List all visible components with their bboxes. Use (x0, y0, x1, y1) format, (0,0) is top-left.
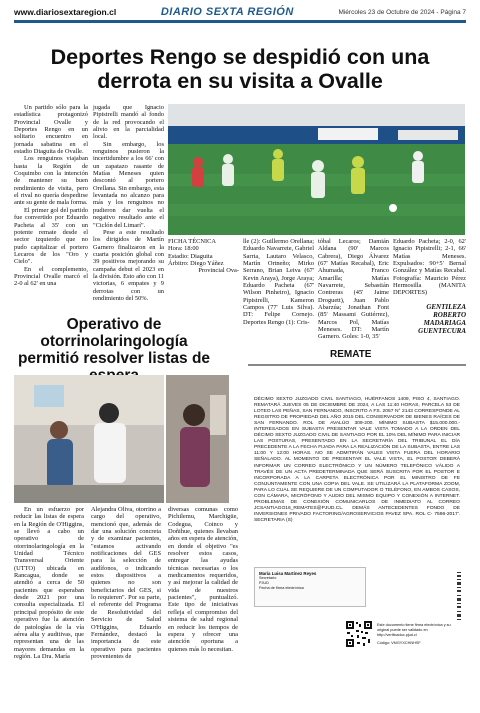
ficha-line: Árbitro: Diego Yáñez (168, 260, 224, 268)
paper-name: DIARIO SEXTA REGIÓN (160, 6, 294, 18)
article1-col4 (243, 238, 314, 326)
football-photo-illustration (168, 104, 465, 235)
paragraph: lle (2): Guillermo Orellana; Eduardo Navarrete, Gabriel Sarria, Lautaro Velasco, Martín Ortneño; Mirko Serrano, Brian Leiva (67' Kevin Araya), Jorge Araya; Eduardo Pacheta (67' Wilson Pinheiro), Ignacio Pipistrelli, Kameron Campos (77' Luis Silva). DT: Felipe Cornejo. Deportes Rengo (1): Cris- (243, 238, 314, 326)
ficha-line: Provincial Ova- (198, 267, 239, 275)
ficha-line: Estadio: Diaguita (168, 252, 213, 260)
article1-title: Deportes Rengo se despidió con una derrota en su visita a Ovalle (50, 45, 430, 93)
barcode-icon (456, 572, 462, 622)
date-page: Miércoles 23 de Octubre de 2024 - Página 7 (338, 8, 466, 16)
operativo-photos (14, 375, 229, 503)
qr-text: Este documento tiene firma electrónica y su original puede ser validado en http://verificadoc.pjud.cl (377, 623, 451, 637)
article2-col3 (168, 506, 238, 653)
signer-role: Secretario (259, 576, 277, 580)
paragraph: Los renguinos viajaban hasta la Región de Coquimbo con la intención de mantener su buen rendimiento de visita, pero el rival no quería despedirse ante su gente de mala forma. (14, 155, 88, 207)
ficha-line: FICHA TÉCNICA (168, 238, 216, 245)
football-match-photo (168, 104, 465, 235)
article2-col2 (91, 506, 161, 660)
signer-name: María Luisa Martínez Reyes (259, 571, 317, 576)
page-header (14, 4, 466, 23)
paragraph: tóbal Lecaros; Damián Aldana (90' Marcos Cabrera), Diego Álvarez (67' Matías Recabal), Eric Ahumada, Franco Amarilla; Matías Navarrete, Sebastián Contreras (45' Jaime Droguett), Juan Pablo Abarzúa; Jonathan Font (85' Massami Gutiérrez), Marcos Pol, Matías Meneses. DT: Martín Garnero. Goles: 1-0, 35' (318, 238, 389, 341)
remate-body: DÉCIMO SEXTO JUZGADO CIVIL SANTIAGO, HUÉRFANOS 1409, PISO 4, SANTIAGO. REMATARÁ JUEVES 05 DE DICIEMBRE DE 2024, A LAS 11:40 HORAS, PARCELA 53 DE LOTEO LAS PEÑAS, SAN FERNANDO, INSCRITO A FS. 2057 N° 2143 CORRESPONDE AL REGISTRO DE PROPIEDAD DEL AÑO 2015 DEL CONSERVADOR DE BIENES RAÍCES DE SAN FERNANDO. ROL DE AVALÚO 309-200. MÍNIMO SUBASTA $15.000.000.- INTERESADOS EN SUBASTA PRESENTAR VALE VISTA TOMADO A LA ORDEN DEL DÉCIMO SEXTO JUZGADO CIVIL DE SANTIAGO POR EL 10% DEL MÍNIMO PARA INICIAR LAS POSTURAS, PRESENTADO EN LA SECRETARÍA DEL TRIBUNAL EL DÍA PRECEDENTE A LA FECHA FIJADA PARA LA REALIZACIÓN DE LA SUBASTA, ENTRE LAS 11:00 Y 12:00 HORAS. NO SE ADMITIRÁN VALES VISTA FUERA DEL HORARIO SEÑALADO. AL MOMENTO DE PRESENTAR EL VALE VISTA, EL POSTOR DEBERÁ INFORMAR UN CORREO ELECTRÓNICO Y UN NÚMERO TELEFÓNICO VÁLIDO A TRAVÉS DE UN ACTA PREDETERMINADA QUE SERÁ SUSCRITA POR EL POSTOR E INCORPORADA A LA CARPETA ELECTRÓNICA POR EL MINISTRO DE FE CONJUNTAMENTE CON UNA COPIA DEL VALE. SE UTILIZARÁ LA PLATAFORMA ZOOM, PARA LO CUAL SE REQUIERE DE UN COMPUTADOR O TELÉFONO, EN AMBOS CASOS, CON CÁMARA, MICRÓFONO Y AUDIO DEL MISMO EQUIPO Y CONEXIÓN A INTERNET. PROBLEMAS DE CONEXIÓN COMUNICARLOS DE INMEDIATO AL CORREO JCSANTIAGO16_REMATES@PJUD.CL. DEMÁS ANTECEDENTES FONDO DE INVERSIONES PRIVADO FACTORING/AGROSERVICIOS PAVEZ SPA. ROL C- 7596-2017'. SECRETARIA (S) (254, 397, 460, 523)
ficha-tecnica (168, 238, 239, 275)
qr-code-icon[interactable] (345, 620, 373, 648)
paragraph: El primer gol del partido fue convertido por Eduardo Pacheta al 35' con un potente remate desde el sector izquierdo que no pudo capitalizar el portero Lecaros de los "Oro y Cielo". (14, 206, 88, 266)
article2-col1 (14, 506, 84, 660)
signer-note: Fecha de firma electrónica (259, 586, 304, 590)
article1-col5 (318, 238, 389, 341)
site-url[interactable]: www.diariosextaregion.cl (14, 7, 117, 17)
paragraph: Eduardo Pacheta; 2-0, 62' Ignacio Pipistrelli; 2-1, 66' Matías Meneses. Expulsados: 90+5' Bernal González y Matías Recabal. Fotografía: Mauricio Pérez Hermosilla (MANITA DEPORTES) (393, 238, 466, 297)
article1-col1 (14, 104, 88, 288)
validation-code: Código: VMGYXCHNHSF (377, 641, 421, 645)
paragraph: Un partido sólo para la estadística protagonizó Provincial Ovalle y Deportes Rengo en un solitario encuentro en jornada sabatina en el estadio Diaguita de Ovalle. (14, 104, 88, 156)
signer-org: PJUD (259, 581, 269, 585)
article2-title: Operativo de otorrinolaringología permitió resolver listas de (17, 316, 211, 367)
article1-col6 (393, 238, 466, 335)
paragraph: jugada que Ignacio Pipistrelli mandó al fondo de la red provocando el alivio en la parcialidad local. (93, 104, 164, 141)
paragraph: Sin embargo, los renguinos pusieron la incertidumbre a los 66' con un zapatazo rasante de Matías Meneses quien descontó al portero Orellana. Sin embargo, esta levantada no alcanzo para más y los renguinos no pudieron dar vuelta el negativo resultado ante el "Ciclón del Limarí". (93, 140, 164, 229)
paragraph: diversas comunas como Pichilemu, Marchigüe, Codegua, Coinco y Doñihue, quienes llevaban años en espera de atención, en donde el objetivo "es resolver estos casos, entregar las ayudas técnicas necesarias o los medicamentos requeridos, y así mejorar la calidad de vida de nuestros pacientes", puntualizó. Este tipo de iniciativas refleja el compromiso del sistema de salud regional en reducir los tiempos de espera y ofrecer una atención oportuna a quienes más lo necesitan. (168, 506, 238, 653)
photo-credit-signature: GENTILEZA ROBERTO MADARIAGA GUENTECURA (418, 302, 466, 335)
paragraph: En un esfuerzo por reducir las listas de espera en la Región de O'Higgins, se llevó a cabo un operativo de otorrinolaringología en la Unidad Técnico Transversal Oriente (UTTO) ubicada en Rancagua, donde se atendió a cerca de 50 pacientes que esperaban desde 2021 por una consulta especializada. El principal propósito de este operativo fue la atención de patologías de la vía aérea alta y auditivas, que representan una de las mayores demandas en la región. La Dra. María (14, 506, 84, 660)
paragraph: Pese a este resultado los dirigidos de Martín Garnero finalizaron en la cuarta posición global con 39 positivos mejorando su campaña debut el 2023 en la división. Esto año con 11 victorias, 6 empates y 9 derrotas con un rendimiento del 50%. (93, 228, 164, 302)
signature-card (254, 567, 366, 607)
ficha-line: Hora: 18:00 (168, 245, 199, 253)
qr-validation-text (377, 623, 463, 646)
paragraph: En el complemento, Provincial Ovalle marcó el 2-0 al 62' en una (14, 265, 88, 288)
article1-col2 (93, 104, 164, 302)
remate-title: REMATE (330, 349, 466, 363)
medical-photos-illustration (14, 375, 229, 503)
paragraph: Alejandra Oliva, otorrino a cargo del operativo, mencionó que, además de dar una solución concreta y de examinar pacientes, "estamos activando notificaciones del GES para la selección de audífonos, o indicando estos dispositivos a quienes no son beneficiarios del GES, si lo requieren". Por su parte, el referente del Programa de Resolutividad del Servicio de Salud O'Higgins, Eduardo Fernández, destacó la importancia de este operativo para pacientes provenientes de (91, 506, 161, 660)
